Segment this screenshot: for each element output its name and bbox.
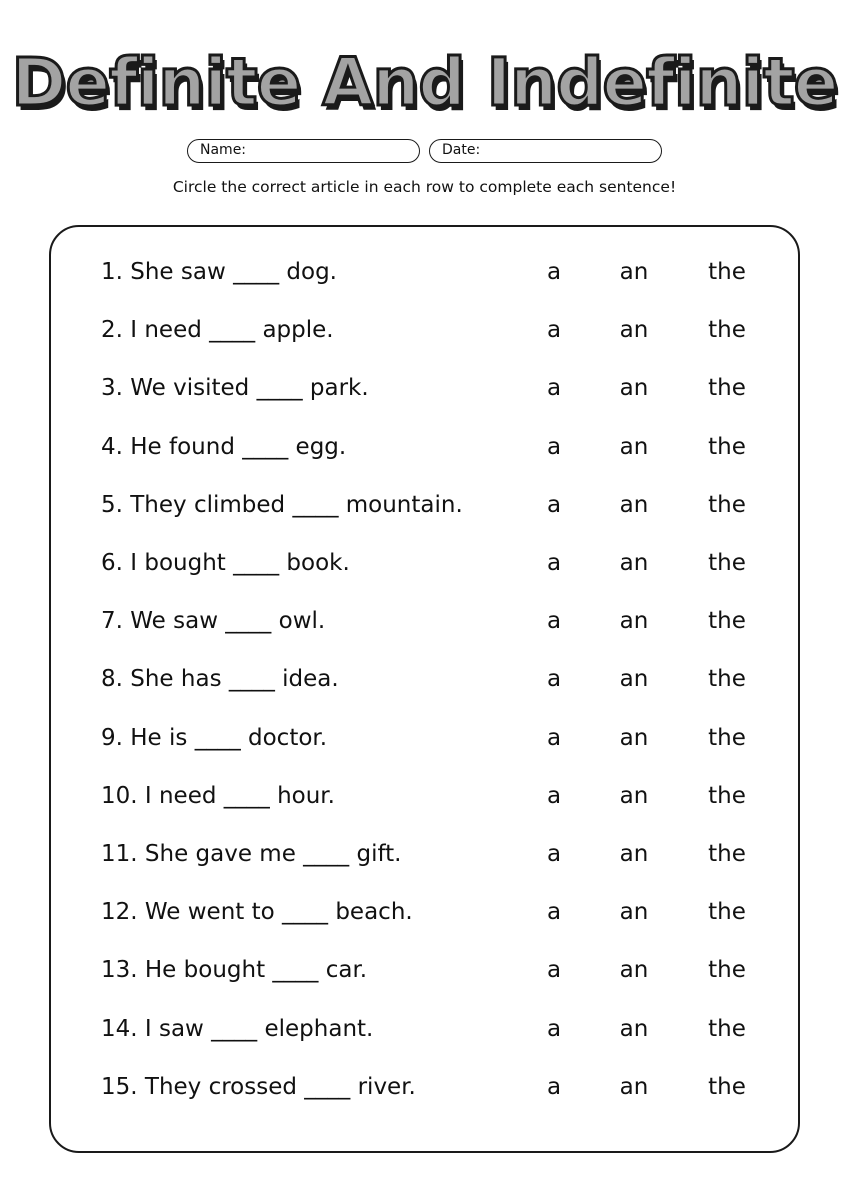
- article-option-a[interactable]: a: [546, 899, 562, 926]
- exercise-row: [0, 950, 849, 990]
- article-option-a[interactable]: a: [546, 433, 562, 460]
- article-option-an[interactable]: an: [619, 1015, 649, 1042]
- article-option-an[interactable]: an: [619, 841, 649, 867]
- article-option-the[interactable]: the: [708, 1015, 746, 1042]
- article-option-the[interactable]: the: [708, 782, 746, 809]
- exercise-sentence: 7. We saw ____ owl.: [101, 608, 326, 635]
- article-option-an[interactable]: an: [619, 782, 649, 809]
- exercise-row: [0, 892, 849, 932]
- exercise-sentence: 1. She saw ____ dog.: [101, 259, 337, 285]
- article-option-a[interactable]: a: [546, 1015, 562, 1042]
- article-option-the[interactable]: the: [708, 666, 746, 693]
- article-option-an[interactable]: an: [619, 491, 649, 518]
- name-label: Name:: [200, 142, 247, 158]
- exercise-sentence: 11. She gave me ____ gift.: [101, 841, 402, 867]
- exercise-sentence: 4. He found ____ egg.: [101, 433, 347, 460]
- article-option-an[interactable]: an: [619, 957, 649, 984]
- article-option-the[interactable]: the: [708, 375, 746, 402]
- article-option-an[interactable]: an: [619, 666, 649, 693]
- exercise-sentence: 9. He is ____ doctor.: [101, 724, 328, 751]
- exercise-sentence: 2. I need ____ apple.: [101, 317, 334, 344]
- article-option-the[interactable]: the: [708, 899, 746, 926]
- exercise-row: [0, 427, 849, 467]
- instructions: Circle the correct article in each row to complete each sentence!: [172, 178, 677, 196]
- exercise-row: [0, 718, 849, 758]
- exercise-row: [0, 310, 849, 350]
- name-field[interactable]: [187, 139, 420, 163]
- article-option-a[interactable]: a: [546, 782, 562, 809]
- article-option-the[interactable]: the: [708, 550, 746, 576]
- exercise-sentence: 5. They climbed ____ mountain.: [101, 491, 463, 518]
- article-option-a[interactable]: a: [546, 724, 562, 751]
- exercise-row: [0, 252, 849, 292]
- article-option-a[interactable]: a: [546, 550, 562, 576]
- exercise-sentence: 6. I bought ____ book.: [101, 550, 350, 576]
- exercise-sentence: 8. She has ____ idea.: [101, 666, 339, 693]
- article-option-the[interactable]: the: [708, 841, 746, 867]
- date-label: Date:: [442, 142, 481, 158]
- article-option-the[interactable]: the: [708, 957, 746, 984]
- article-option-a[interactable]: a: [546, 957, 562, 984]
- article-option-a[interactable]: a: [546, 259, 562, 285]
- article-option-an[interactable]: an: [619, 608, 649, 635]
- article-option-an[interactable]: an: [619, 317, 649, 344]
- exercise-row: [0, 601, 849, 641]
- exercise-sentence: 3. We visited ____ park.: [101, 375, 369, 402]
- article-option-the[interactable]: the: [708, 491, 746, 518]
- article-option-a[interactable]: a: [546, 375, 562, 402]
- article-option-a[interactable]: a: [546, 317, 562, 344]
- article-option-an[interactable]: an: [619, 433, 649, 460]
- article-option-the[interactable]: the: [708, 608, 746, 635]
- article-option-an[interactable]: an: [619, 724, 649, 751]
- worksheet-title: Definite And Indefinite: [11, 44, 838, 121]
- article-option-a[interactable]: a: [546, 666, 562, 693]
- article-option-the[interactable]: the: [708, 259, 746, 285]
- date-field[interactable]: [429, 139, 662, 163]
- exercise-sentence: 10. I need ____ hour.: [101, 782, 335, 809]
- article-option-a[interactable]: a: [546, 1073, 562, 1100]
- exercise-row: [0, 485, 849, 525]
- exercise-row: [0, 543, 849, 583]
- exercise-row: [0, 776, 849, 816]
- article-option-an[interactable]: an: [619, 899, 649, 926]
- article-option-a[interactable]: a: [546, 491, 562, 518]
- article-option-the[interactable]: the: [708, 724, 746, 751]
- exercise-sentence: 13. He bought ____ car.: [101, 957, 368, 984]
- article-option-an[interactable]: an: [619, 550, 649, 576]
- exercise-sentence: 15. They crossed ____ river.: [101, 1073, 416, 1100]
- article-option-the[interactable]: the: [708, 433, 746, 460]
- exercise-sentence: 14. I saw ____ elephant.: [101, 1015, 374, 1042]
- exercise-row: [0, 834, 849, 874]
- article-option-the[interactable]: the: [708, 317, 746, 344]
- article-option-an[interactable]: an: [619, 375, 649, 402]
- exercise-row: [0, 659, 849, 699]
- article-option-an[interactable]: an: [619, 1073, 649, 1100]
- exercise-sentence: 12. We went to ____ beach.: [101, 899, 413, 926]
- article-option-a[interactable]: a: [546, 608, 562, 635]
- exercise-row: [0, 1009, 849, 1049]
- article-option-a[interactable]: a: [546, 841, 562, 867]
- exercise-row: [0, 1067, 849, 1107]
- exercise-row: [0, 368, 849, 408]
- article-option-an[interactable]: an: [619, 259, 649, 285]
- article-option-the[interactable]: the: [708, 1073, 746, 1100]
